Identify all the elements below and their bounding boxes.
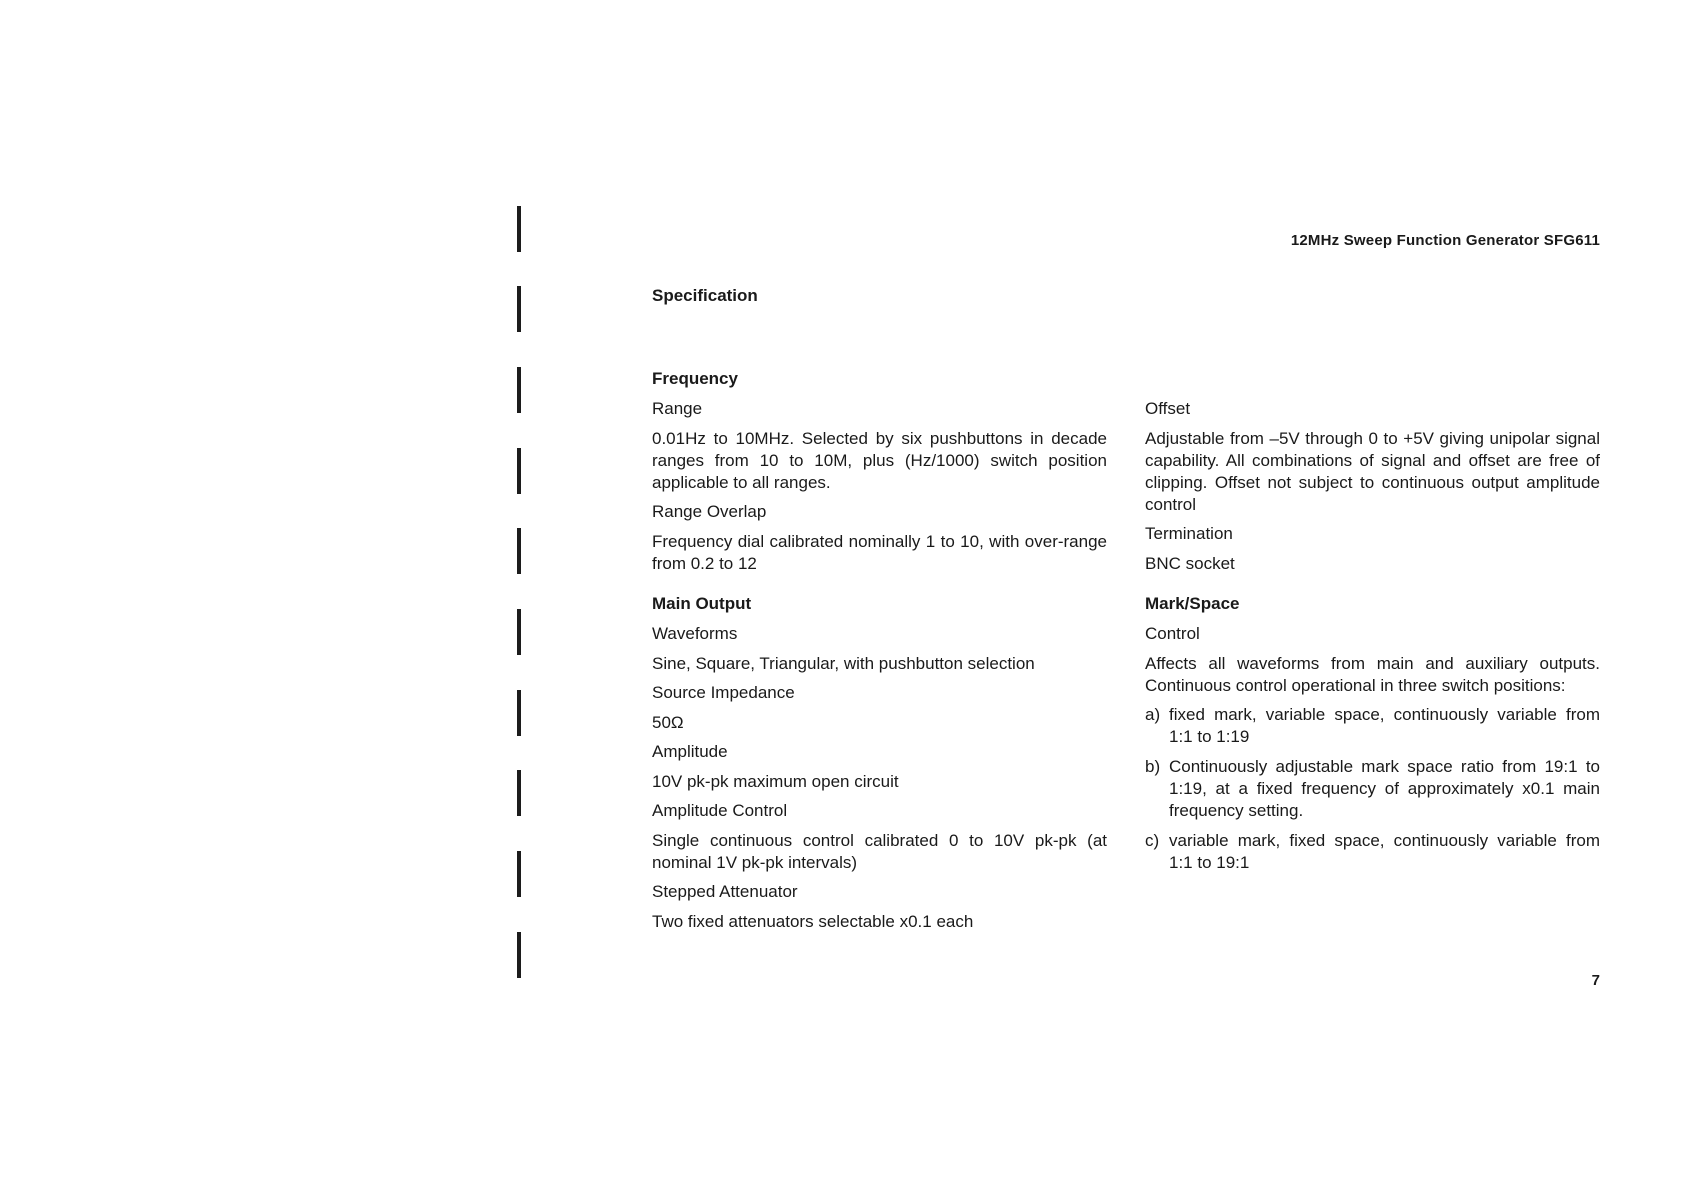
subheading-termination: Termination (1145, 524, 1233, 543)
list-item (1145, 830, 1600, 874)
subheading-offset: Offset (1145, 399, 1191, 418)
margin-bar (517, 932, 521, 978)
margin-bar (517, 770, 521, 816)
source-impedance-text: 50Ω (652, 713, 684, 732)
amplitude-text: 10V pk-pk maximum open circuit (652, 772, 899, 791)
range-overlap-text: Frequency dial calibrated nominally 1 to 10, with over-range from 0.2 to 12 (652, 532, 1107, 573)
margin-bar (517, 367, 521, 413)
page-title: Specification (652, 286, 758, 305)
waveforms-text: Sine, Square, Triangular, with pushbutton selection (652, 654, 1035, 673)
termination-text: BNC socket (1145, 554, 1235, 573)
offset-text: Adjustable from –5V through 0 to +5V giving unipolar signal capability. All combinations of signal and offset are free of clipping. Offset not subject to continuous output amplitude control (1145, 429, 1600, 514)
margin-bar (517, 286, 521, 332)
subheading-range: Range (652, 399, 703, 418)
margin-bar (517, 851, 521, 897)
margin-bar (517, 528, 521, 574)
subheading-control: Control (1145, 624, 1200, 643)
control-text: Affects all waveforms from main and auxiliary outputs. Continuous control operational in three switch positions: (1145, 654, 1600, 695)
subheading-stepped-attenuator: Stepped Attenuator (652, 882, 798, 901)
margin-bar (517, 448, 521, 494)
running-header: 12MHz Sweep Function Generator SFG611 (1290, 232, 1600, 249)
stepped-attenuator-text: Two fixed attenuators selectable x0.1 each (652, 912, 974, 931)
section-title-main-output: Main Output (652, 594, 752, 613)
page-number: 7 (1591, 972, 1600, 989)
list-item-text: fixed mark, variable space, continuously variable from 1:1 to 1:19 (1169, 705, 1600, 746)
range-text: 0.01Hz to 10MHz. Selected by six pushbuttons in decade ranges from 10 to 10M, plus (Hz/1000) switch position applicable to all ranges. (652, 429, 1107, 492)
subheading-amplitude-control: Amplitude Control (652, 801, 788, 820)
subheading-amplitude: Amplitude (652, 742, 728, 761)
subheading-waveforms: Waveforms (652, 624, 738, 643)
margin-bar (517, 609, 521, 655)
margin-bar (517, 690, 521, 736)
list-item-text: variable mark, fixed space, continuously variable from 1:1 to 19:1 (1169, 831, 1600, 872)
list-item-text: Continuously adjustable mark space ratio from 19:1 to 1:19, at a fixed frequency of approximately x0.1 main frequency setting. (1169, 757, 1600, 820)
section-title-mark-space: Mark/Space (1145, 594, 1240, 613)
right-column (1145, 398, 1600, 882)
left-column (652, 368, 1107, 940)
list-item (1145, 756, 1600, 822)
list-marker: b) (1145, 757, 1161, 776)
margin-bar (517, 206, 521, 252)
list-marker: a) (1145, 705, 1161, 724)
list-marker: c) (1145, 831, 1160, 850)
subheading-range-overlap: Range Overlap (652, 502, 767, 521)
subheading-source-impedance: Source Impedance (652, 683, 795, 702)
section-title-frequency: Frequency (652, 369, 738, 388)
amplitude-control-text: Single continuous control calibrated 0 to 10V pk-pk (at nominal 1V pk-pk intervals) (652, 831, 1107, 872)
list-item (1145, 704, 1600, 748)
